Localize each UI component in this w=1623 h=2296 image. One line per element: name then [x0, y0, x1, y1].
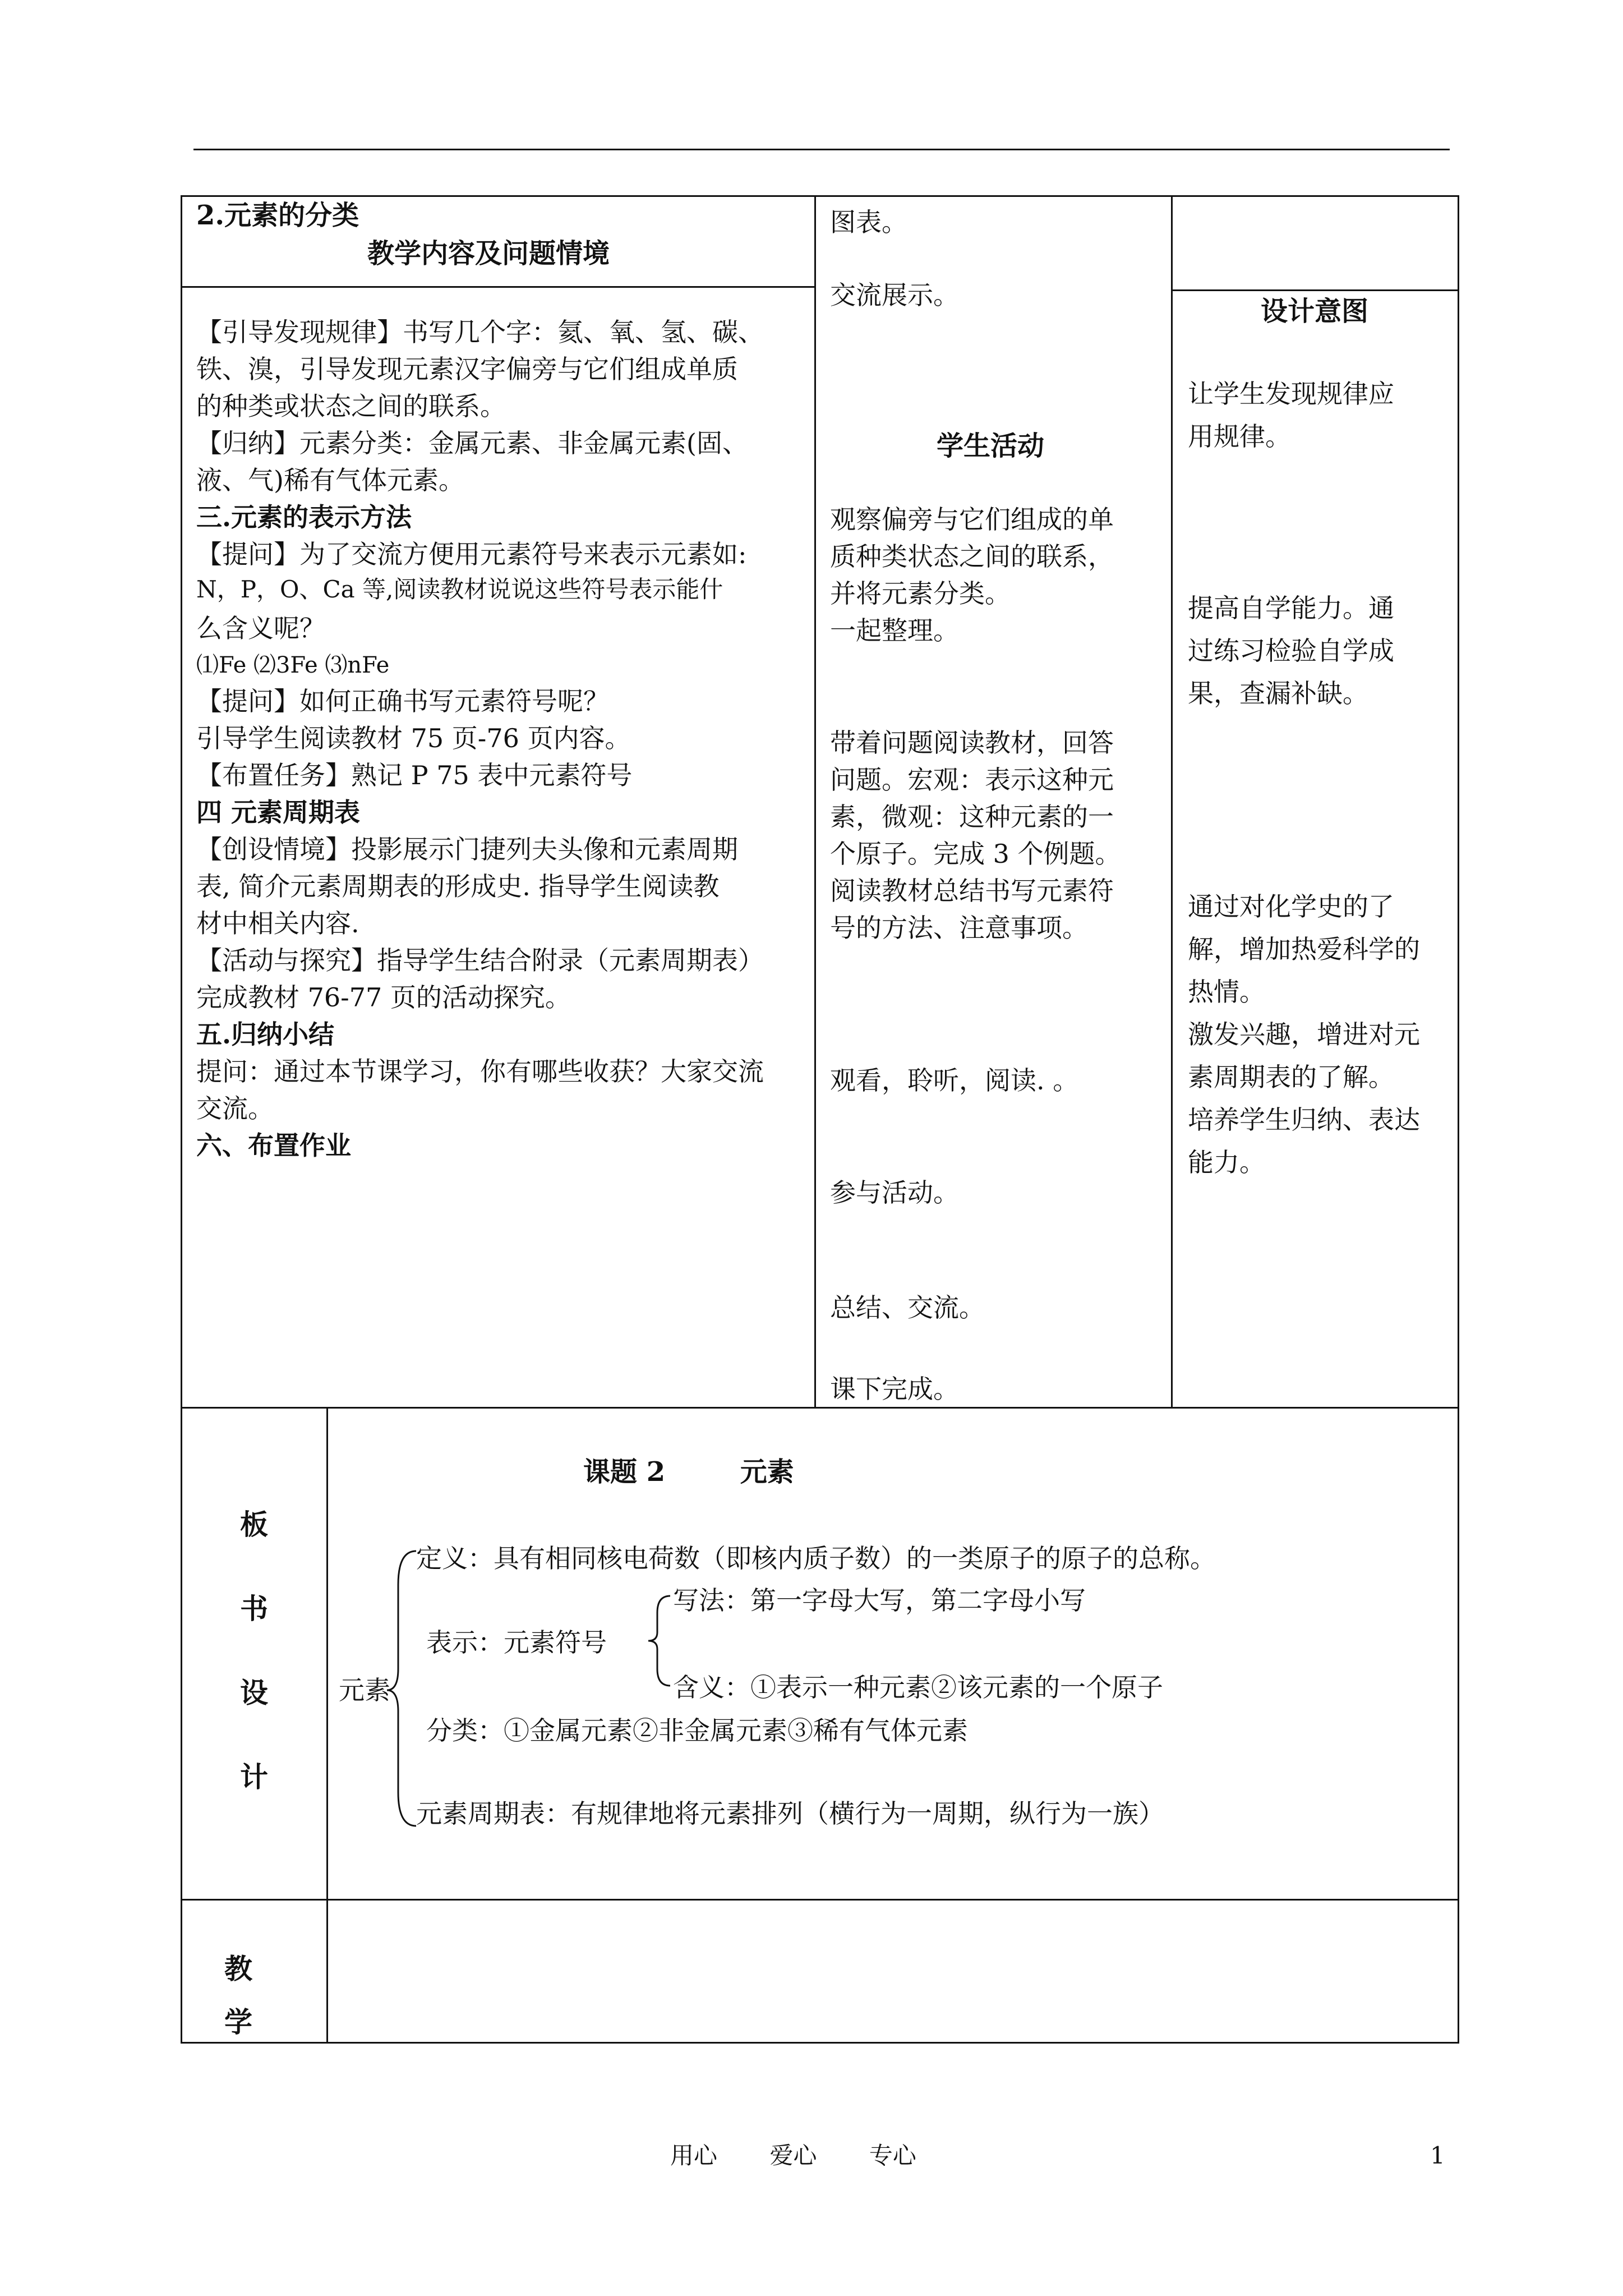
intent-line: 让学生发现规律应	[1188, 379, 1394, 409]
content-line: 【提问】为了交流方便用元素符号来表示元素如:	[196, 539, 747, 569]
content-line: 表, 简介元素周期表的形成史. 指导学生阅读教	[196, 871, 720, 901]
content-line: 【引导发现规律】书写几个字：氦、氧、氢、碳、	[196, 317, 764, 347]
activity-line: 并将元素分类。	[830, 578, 1011, 609]
content-line: 提问：通过本节课学习，你有哪些收获？大家交流	[196, 1056, 764, 1087]
board-label-char: 书	[240, 1592, 268, 1625]
activity-line: 号的方法、注意事项。	[830, 913, 1088, 943]
reflection-label-char-visible: 学	[224, 2005, 252, 2039]
activity-line: 个原子。完成 3 个例题。	[830, 839, 1121, 869]
activity-line: 观看，聆听，阅读. 。	[830, 1065, 1079, 1096]
right-column-title: 设计意图	[1261, 296, 1369, 327]
activity-top-line: 图表。	[830, 207, 907, 237]
divider-middle-right	[1171, 195, 1173, 1407]
student-activity	[830, 202, 1166, 1402]
left-header-rule	[181, 286, 815, 288]
intent-line: 激发兴趣，增进对元	[1188, 1019, 1420, 1050]
content-line: 【布置任务】熟记 P 75 表中元素符号	[196, 760, 633, 790]
intent-line: 提高自学能力。通	[1188, 593, 1394, 623]
intent-line: 培养学生归纳、表达	[1188, 1105, 1420, 1135]
divider-left-middle	[814, 195, 816, 1407]
intent-line: 热情。	[1188, 977, 1265, 1007]
activity-line: 质种类状态之间的联系，	[830, 541, 1114, 572]
table-right-border	[1458, 195, 1459, 2044]
intent-line: 过练习检验自学成	[1188, 636, 1394, 666]
intent-line: 通过对化学史的了	[1188, 891, 1394, 922]
activity-line: 课下完成。	[830, 1374, 959, 1404]
main-brace-icon	[387, 1540, 421, 1832]
footer-motto: 用心 爱心 专心	[670, 2142, 916, 2169]
board-root: 元素	[339, 1675, 390, 1705]
intent-line: 果，查漏补缺。	[1188, 678, 1368, 708]
content-line: ⑴Fe ⑵3Fe ⑶nFe	[196, 652, 390, 678]
board-meaning: 含义：①表示一种元素②该元素的一个原子	[673, 1672, 1163, 1703]
content-line: 材中相关内容.	[196, 908, 359, 938]
board-label-char: 设	[240, 1676, 268, 1709]
intent-line: 素周期表的了解。	[1188, 1062, 1394, 1092]
activity-line: 观察偏旁与它们组成的单	[830, 504, 1114, 535]
header-rule	[193, 149, 1450, 150]
middle-column-title: 学生活动	[937, 430, 1045, 462]
design-intent	[1188, 289, 1451, 1406]
content-line: 交流。	[196, 1093, 274, 1124]
content-heading: 六、布置作业	[196, 1130, 351, 1161]
board-label-char: 计	[240, 1760, 268, 1793]
table-left-border	[181, 195, 182, 2044]
content-line: 铁、溴，引导发现元素汉字偏旁与它们组成单质	[196, 354, 738, 384]
left-column-title: 教学内容及问题情境	[367, 238, 610, 269]
board-classification: 分类：①金属元素②非金属元素③稀有气体元素	[426, 1715, 968, 1746]
content-line: 么含义呢？	[196, 613, 325, 643]
content-line: 引导学生阅读教材 75 页-76 页内容。	[196, 723, 631, 753]
board-label-char: 板	[240, 1508, 268, 1541]
section-heading: 2.元素的分类	[196, 200, 359, 231]
content-heading: 三.元素的表示方法	[196, 502, 412, 532]
intent-line: 用规律。	[1188, 421, 1291, 452]
content-heading: 五.归纳小结	[196, 1019, 335, 1050]
activity-line: 总结、交流。	[830, 1292, 985, 1323]
activity-line: 阅读教材总结书写元素符	[830, 876, 1114, 906]
content-line: 液、气)稀有气体元素。	[196, 465, 464, 495]
intent-line: 解，增加热爱科学的	[1188, 934, 1420, 964]
activity-top-line: 交流展示。	[830, 280, 959, 310]
board-representation: 表示：元素符号	[426, 1627, 607, 1658]
activity-line: 带着问题阅读教材，回答	[830, 728, 1114, 758]
content-line: 【创设情境】投影展示门捷列夫头像和元素周期	[196, 834, 738, 864]
intent-line: 能力。	[1188, 1147, 1265, 1177]
table-top-border	[181, 195, 1459, 197]
activity-line: 问题。宏观：表示这种元	[830, 765, 1114, 795]
lower-label-divider	[326, 1407, 328, 2044]
content-line: 【提问】如何正确书写元素符号呢？	[196, 686, 609, 716]
content-line: N，P，O、Ca 等,阅读教材说说这些符号表示能什	[196, 576, 723, 603]
content-heading: 四 元素周期表	[196, 797, 361, 827]
activity-line: 参与活动。	[830, 1177, 959, 1208]
board-writing: 写法：第一字母大写，第二字母小写	[673, 1585, 1086, 1616]
table-bottom-border	[181, 2042, 1459, 2044]
reflection-label-char: 教	[224, 1952, 252, 1985]
content-line: 【归纳】元素分类：金属元素、非金属元素(固、	[196, 428, 748, 458]
board-title: 课题 2 元素	[583, 1456, 794, 1488]
board-definition: 定义：具有相同核电荷数（即核内质子数）的一类原子的原子的总称。	[416, 1543, 1216, 1573]
content-line: 的种类或状态之间的联系。	[196, 391, 506, 421]
board-periodic-table: 元素周期表：有规律地将元素排列（横行为一周期，纵行为一族）	[416, 1798, 1164, 1829]
content-line: 【活动与探究】指导学生结合附录（元素周期表）	[196, 945, 764, 976]
content-line: 完成教材 76-77 页的活动探究。	[196, 982, 571, 1013]
reflection-row-top	[181, 1899, 1459, 1901]
activity-line: 素，微观：这种元素的一	[830, 802, 1114, 832]
activity-line: 一起整理。	[830, 615, 959, 646]
page-number: 1	[1430, 2142, 1445, 2169]
board-row-top	[181, 1407, 1459, 1409]
sub-brace-icon	[645, 1585, 673, 1697]
teaching-content	[196, 312, 810, 1181]
